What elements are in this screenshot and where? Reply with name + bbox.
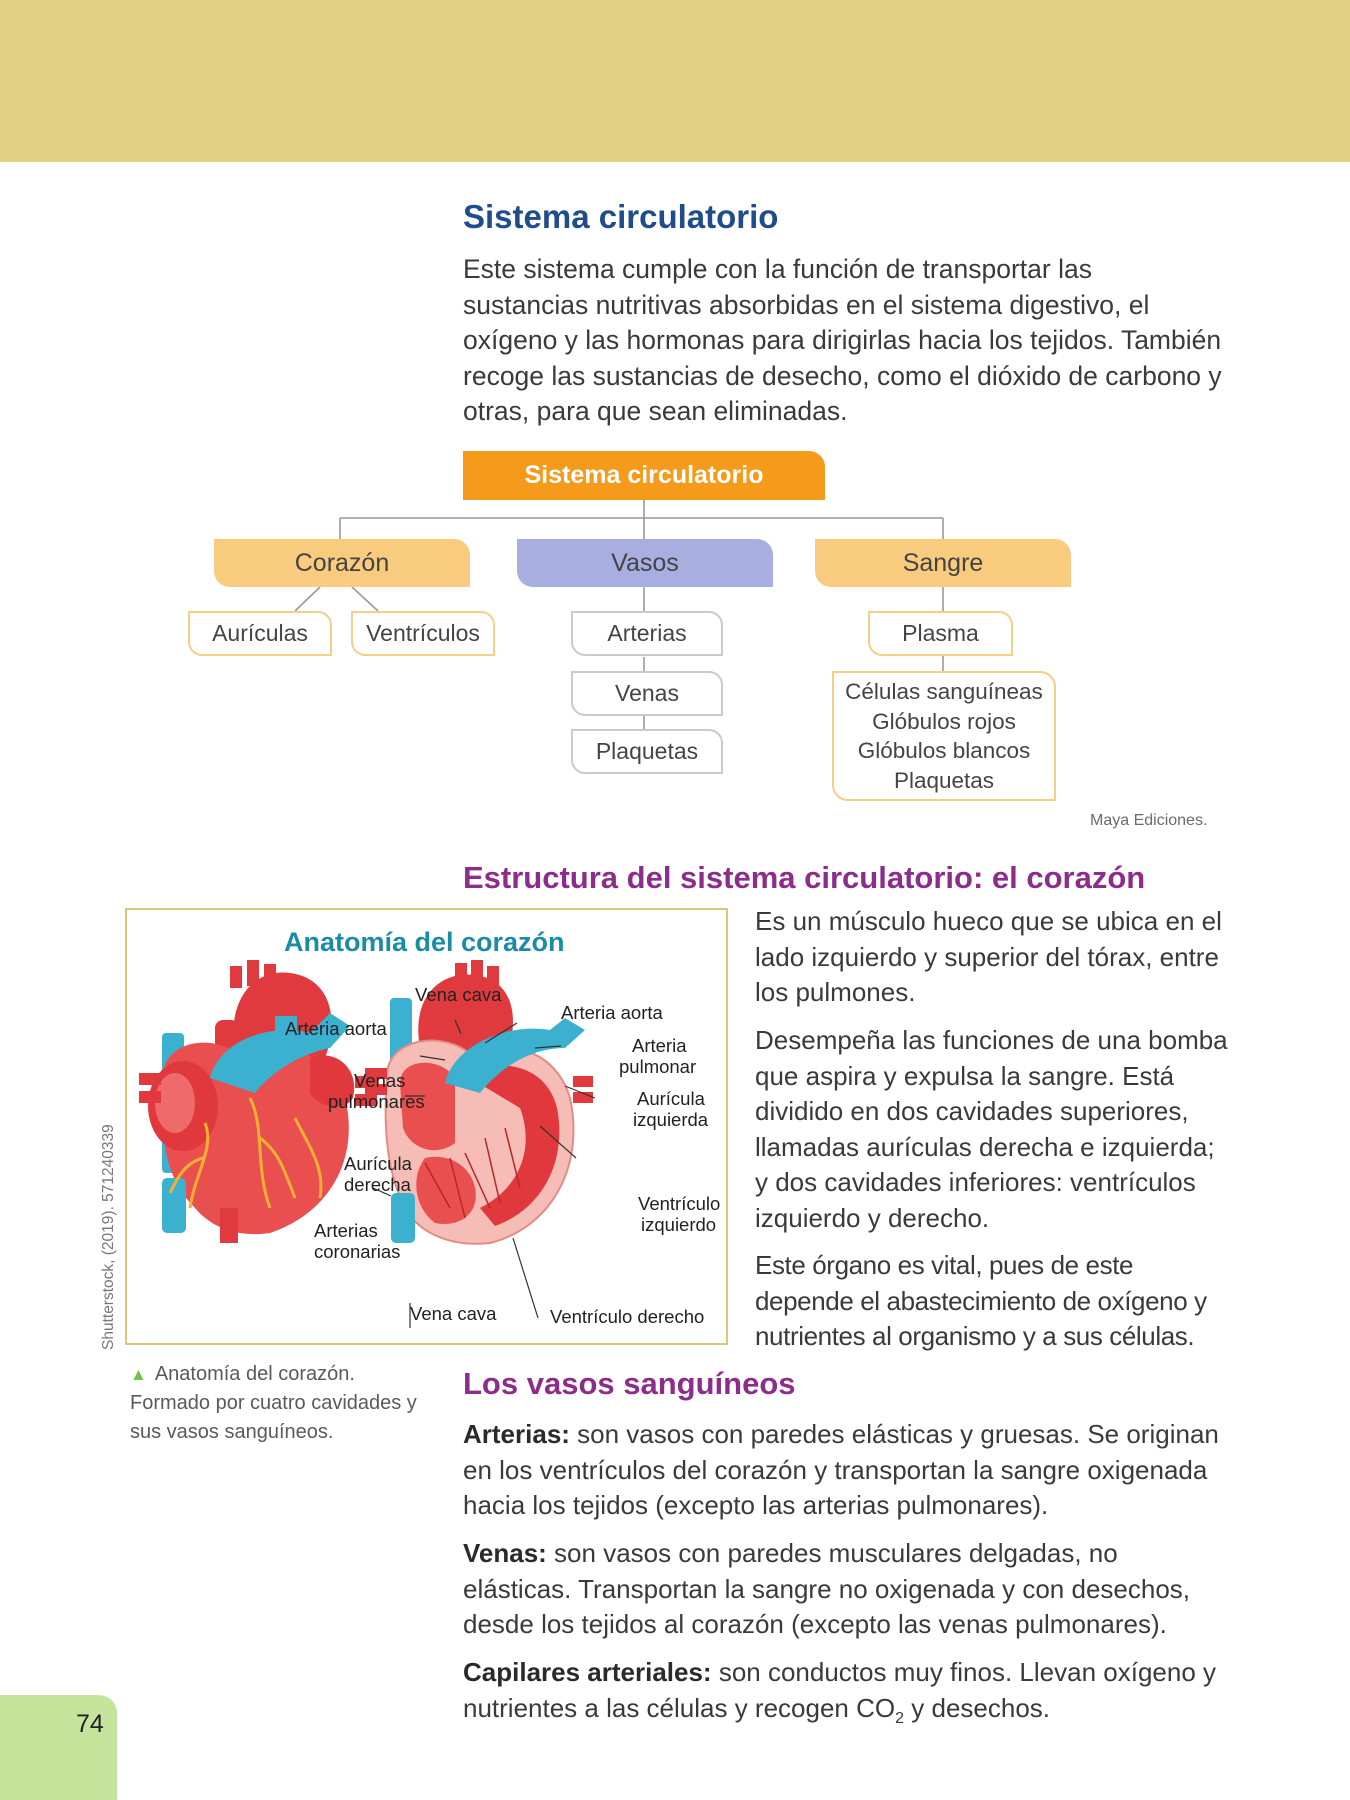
concept-venas: Venas <box>571 671 723 716</box>
label-venas-pulmonares-2: pulmonares <box>328 1091 425 1112</box>
cell-type: Glóbulos blancos <box>857 738 1031 763</box>
heart-section-title: Estructura del sistema circulatorio: el corazón <box>463 860 1146 895</box>
label-ventriculo-derecho: Ventrículo derecho <box>550 1306 705 1327</box>
heart-paragraph-3: Este órgano es vital, pues de este depende el abastecimiento de oxígeno y nutrientes al organismo y a sus células. <box>755 1250 1207 1351</box>
concept-ventriculos: Ventrículos <box>351 611 495 656</box>
concept-sangre: Sangre <box>815 539 1071 587</box>
figure-credit: Shutterstock, (2019). 571240339 <box>100 1124 117 1350</box>
label-arteria-aorta-right: Arteria aorta <box>561 1002 663 1023</box>
label-auricula-izquierda: Aurícula <box>637 1088 705 1109</box>
arterias-term: Arterias: <box>463 1419 570 1449</box>
label-auricula-derecha: Aurícula <box>344 1153 412 1174</box>
label-arteria-pulmonar <box>632 1035 687 1056</box>
concept-plasma: Plasma <box>868 611 1013 656</box>
vessels-section-title: Los vasos sanguíneos <box>463 1366 796 1401</box>
figure-title: Anatomía del corazón <box>284 927 565 957</box>
label-auricula-derecha-2: derecha <box>344 1174 411 1195</box>
label-ventriculo-izquierdo-2: izquierdo <box>641 1214 717 1235</box>
arterias-text: son vasos con paredes elásticas y gruesas. Se originan en los ventrículos del corazón y transportan la sangre oxigenada hacia los tejidos (excepto las arterias pulmonares). <box>463 1419 1219 1520</box>
intro-paragraph: Este sistema cumple con la función de transportar las sustancias nutritivas absorbidas en el sistema digestivo, el oxígeno y las hormonas para dirigirlas hacia los tejidos. También recoge las sustancias de desecho, como el dióxido de carbono y otras, para que sean eliminadas. <box>463 254 1222 426</box>
concept-arterias: Arterias <box>571 611 723 656</box>
section-title: Sistema circulatorio <box>463 198 779 235</box>
venas-text: son vasos con paredes musculares delgadas, no elásticas. Transportan la sangre no oxigenada y con desechos, desde los tejidos al corazón (excepto las venas pulmonares). <box>463 1538 1191 1639</box>
label-arteria-aorta-left: Arteria aorta <box>285 1018 387 1039</box>
label-arteria-pulmonar-2: pulmonar <box>619 1056 697 1077</box>
co2-subscript: 2 <box>895 1709 905 1727</box>
label-arterias-coronarias: Arterias <box>314 1220 378 1241</box>
label-ventriculo-izquierdo: Ventrículo <box>638 1193 721 1214</box>
capilares-text-b: y desechos. <box>904 1692 1051 1723</box>
label-line: Arteria <box>632 1035 687 1056</box>
label-arterias-coronarias-2: coronarias <box>314 1241 401 1262</box>
capilares-paragraph <box>463 1655 1233 1736</box>
concept-vasos: Vasos <box>517 539 773 587</box>
venas-paragraph <box>463 1536 1233 1643</box>
capilares-term: Capilares arteriales: <box>463 1657 712 1687</box>
arterias-paragraph <box>463 1417 1233 1524</box>
concept-corazon: Corazón <box>214 539 470 587</box>
concept-plaquetas: Plaquetas <box>571 729 723 774</box>
concept-map-root: Sistema circulatorio <box>463 451 825 500</box>
label-venas-pulmonares: Venas <box>354 1070 406 1091</box>
label-vena-cava-bottom: Vena cava <box>410 1303 497 1324</box>
label-auricula-izquierda-2: izquierda <box>633 1109 709 1130</box>
page-number: 74 <box>76 1710 104 1738</box>
venas-term: Venas: <box>463 1538 547 1568</box>
heart-paragraph-1: Es un músculo hueco que se ubica en el lado izquierdo y superior del tórax, entre los pulmones. <box>755 906 1222 1007</box>
heart-paragraph-2: Desempeña las funciones de una bomba que aspira y expulsa la sangre. Está dividido en dos cavidades superiores, llamadas aurículas derecha e izquierda; y dos cavidades inferiores: ventrículos izquierdo y derecho. <box>755 1025 1228 1233</box>
concept-map-credit: Maya Ediciones. <box>1090 812 1208 829</box>
cell-type: Plaquetas <box>893 767 995 793</box>
caption-text: Anatomía del corazón. Formado por cuatro cavidades y sus vasos sanguíneos. <box>130 1363 417 1443</box>
cell-type: Glóbulos rojos <box>872 708 1016 734</box>
concept-celulas-sanguineas <box>832 671 1056 801</box>
figure-caption <box>130 1360 440 1447</box>
capilares-text-a: son conductos muy finos. Llevan oxígeno y nutrientes a las células y recogen CO <box>463 1657 1217 1723</box>
caption-triangle-icon: ▲ <box>130 1365 147 1384</box>
label-vena-cava-top: Vena cava <box>415 984 502 1005</box>
concept-auriculas: Aurículas <box>188 611 332 656</box>
cell-type: Células sanguíneas <box>845 679 1043 704</box>
